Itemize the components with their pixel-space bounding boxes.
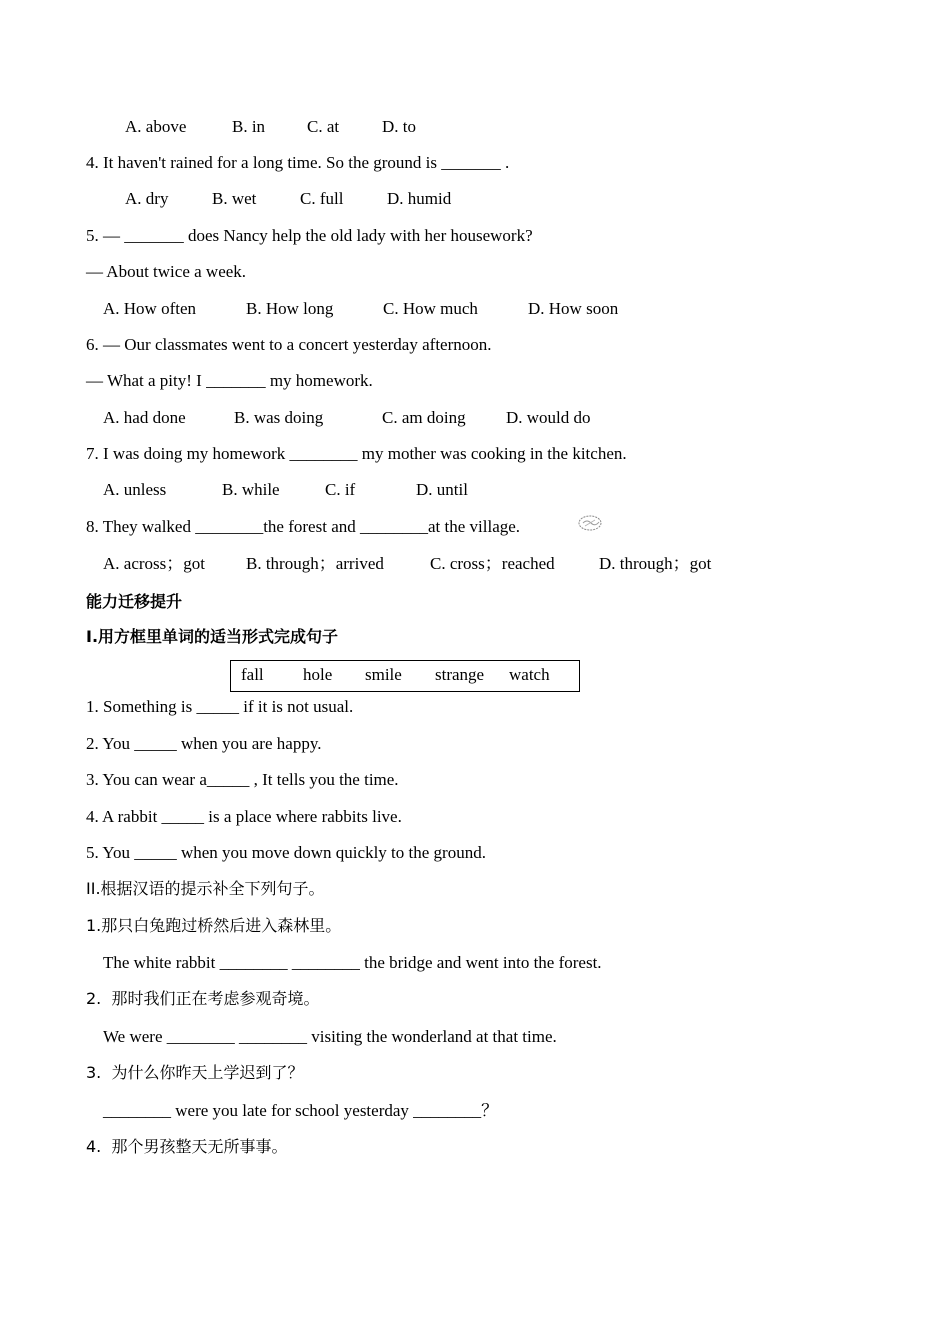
word-box	[230, 660, 580, 692]
q5-option-b: B. How long	[246, 299, 334, 318]
q5-option-c: C. How much	[383, 299, 478, 318]
q7-option-a: A. unless	[103, 480, 167, 499]
q3-option-b: B. in	[232, 117, 266, 136]
word-box-item: hole	[303, 665, 333, 684]
part2-item-cn: 4. 那个男孩整天无所事事。	[86, 1137, 288, 1156]
part2-item-en: The white rabbit ________ ________ the bridge and went into the forest.	[103, 953, 602, 972]
q6-option-b: B. was doing	[234, 408, 324, 427]
part1-sentence: 3. You can wear a_____ , It tells you the time.	[86, 770, 399, 789]
q6-stem: 6. — Our classmates went to a concert yesterday afternoon.	[86, 335, 492, 354]
word-box-item: fall	[241, 665, 264, 684]
q8-option-b: B. through；arrived	[246, 554, 384, 573]
part1-sentence: 2. You _____ when you are happy.	[86, 734, 322, 753]
q3-option-d: D. to	[382, 117, 416, 136]
q4-option-c: C. full	[300, 189, 344, 208]
word-box-item: strange	[435, 665, 485, 684]
q6-option-d: D. would do	[506, 408, 591, 427]
word-box-item: smile	[365, 665, 402, 684]
section-heading: 能力迁移提升	[86, 592, 183, 611]
part1-sentence: 4. A rabbit _____ is a place where rabbits live.	[86, 807, 402, 826]
q7-stem: 7. I was doing my homework ________ my mother was cooking in the kitchen.	[86, 444, 627, 463]
q5-option-d: D. How soon	[528, 299, 619, 318]
q4-option-b: B. wet	[212, 189, 257, 208]
q7-option-d: D. until	[416, 480, 468, 499]
q3-option-a: A. above	[125, 117, 187, 136]
q7-option-b: B. while	[222, 480, 280, 499]
part1-sentence: 1. Something is _____ if it is not usual.	[86, 697, 354, 716]
q5-reply: — About twice a week.	[86, 262, 247, 281]
q8-option-a: A. across；got	[103, 554, 205, 573]
q7-option-c: C. if	[325, 480, 356, 499]
q6-reply: — What a pity! I _______ my homework.	[86, 371, 373, 390]
q6-option-c: C. am doing	[382, 408, 466, 427]
stamp-mark-icon	[577, 514, 603, 532]
q4-stem: 4. It haven't rained for a long time. So the ground is _______ .	[86, 153, 510, 172]
q8-option-c: C. cross；reached	[430, 554, 555, 573]
part2-item-cn: 3. 为什么你昨天上学迟到了？	[86, 1063, 304, 1082]
part2-heading: II.根据汉语的提示补全下列句子。	[86, 879, 325, 898]
q4-option-a: A. dry	[125, 189, 169, 208]
part2-item-en: We were ________ ________ visiting the wonderland at that time.	[103, 1027, 557, 1046]
q6-option-a: A. had done	[103, 408, 186, 427]
part1-sentence: 5. You _____ when you move down quickly to the ground.	[86, 843, 486, 862]
q8-option-d: D. through；got	[599, 554, 712, 573]
part2-item-cn: 1.那只白兔跑过桥然后进入森林里。	[86, 916, 342, 935]
part2-item-en: ________ were you late for school yesterday ________？	[103, 1101, 499, 1120]
part2-item-cn: 2. 那时我们正在考虑参观奇境。	[86, 989, 320, 1008]
part1-heading: I.用方框里单词的适当形式完成句子	[86, 627, 339, 646]
q4-option-d: D. humid	[387, 189, 452, 208]
q8-stem: 8. They walked ________the forest and ________at the village.	[86, 517, 521, 536]
word-box-item: watch	[509, 665, 550, 684]
q3-option-c: C. at	[307, 117, 340, 136]
q5-option-a: A. How often	[103, 299, 197, 318]
q5-stem: 5. — _______ does Nancy help the old lady with her housework?	[86, 226, 533, 245]
